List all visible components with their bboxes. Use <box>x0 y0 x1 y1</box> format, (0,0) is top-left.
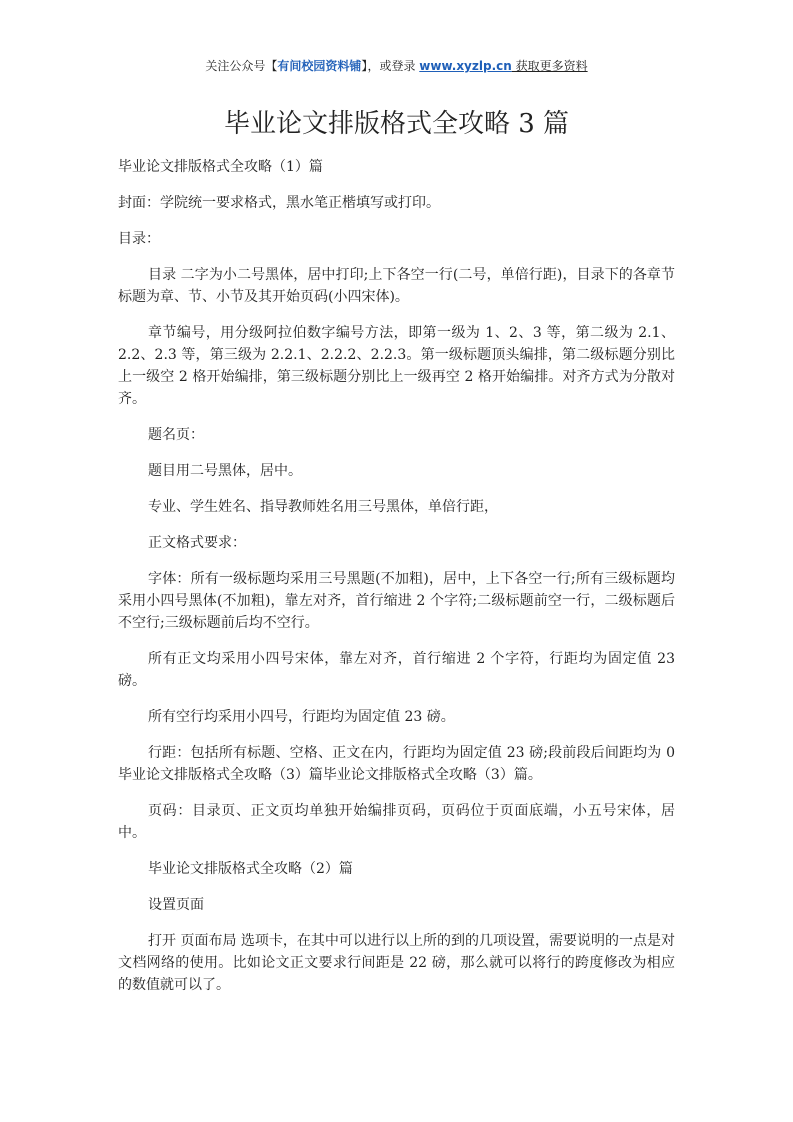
promo-brand-name: 有间校园资料铺 <box>277 59 362 73</box>
paragraph-page-numbers: 页码：目录页、正文页均单独开始编排页码，页码位于页面底端，小五号宋体，居中。 <box>118 803 675 841</box>
paragraph-body-text-rules: 所有正文均采用小四号宋体，靠左对齐，首行缩进 2 个字符，行距均为固定值 23 磅。 <box>118 651 675 689</box>
document-title: 毕业论文排版格式全攻略 3 篇 <box>223 109 570 139</box>
paragraph-page-setup: 设置页面 <box>148 897 204 913</box>
document-body <box>118 156 675 1010</box>
promo-middle-text: ，或登录 <box>367 59 420 73</box>
paragraph-layout-tab: 打开 页面布局 选项卡，在其中可以进行以上所的到的几项设置，需要说明的一点是对文档网络的使用。比如论文正文要求行间距是 22 磅，那么就可以将行的跨度修改为相应的数值就可以了。 <box>118 933 675 993</box>
paragraph-names-format: 专业、学生姓名、指导教师姓名用三号黑体，单倍行距， <box>148 499 498 515</box>
paragraph-body-label: 正文格式要求： <box>148 535 246 551</box>
paragraph-title-page-label: 题名页： <box>148 427 204 443</box>
promo-prefix: 关注公众号 <box>205 59 266 73</box>
promo-tail-text: 获取更多资料 <box>511 59 588 73</box>
paragraph-toc-format: 目录 二字为小二号黑体，居中打印;上下各空一行(二号，单倍行距)，目录下的各章节标题为章、节、小节及其开始页码(小四宋体)。 <box>118 267 675 305</box>
section-heading-2: 毕业论文排版格式全攻略（2）篇 <box>148 861 353 877</box>
section-heading-1: 毕业论文排版格式全攻略（1）篇 <box>118 159 323 175</box>
promo-bracket-open: 【 <box>265 59 278 73</box>
paragraph-title-format: 题目用二号黑体，居中。 <box>148 463 302 479</box>
paragraph-font-rules: 字体：所有一级标题均采用三号黑题(不加粗)，居中，上下各空一行;所有三级标题均采用小四号黑体(不加粗)，靠左对齐，首行缩进 2 个字符;二级标题前空一行，二级标题后不空行;三级标题前后均不空行。 <box>118 571 675 631</box>
paragraph-toc-label: 目录： <box>118 231 160 247</box>
promo-bracket-close: 】 <box>361 59 368 73</box>
website-link[interactable]: www.xyzlp.cn <box>419 59 512 73</box>
paragraph-cover: 封面：学院统一要求格式，黑水笔正楷填写或打印。 <box>118 195 440 211</box>
paragraph-blank-line-rules: 所有空行均采用小四号，行距均为固定值 23 磅。 <box>148 709 455 725</box>
paragraph-chapter-numbering: 章节编号，用分级阿拉伯数字编号方法，即第一级为 1、2、3 等，第二级为 2.1、2.2、2.3 等，第三级为 2.2.1、2.2.2、2.2.3。第一级标题顶头编排，第二级标题分别比上一级空 2 格开始编排，第三级标题分别比上一级再空 2 格开始编排。对齐方式为分散对齐。 <box>118 325 675 407</box>
promo-header <box>0 58 793 74</box>
paragraph-line-spacing: 行距：包括所有标题、空格、正文在内，行距均为固定值 23 磅;段前段后间距均为 0 毕业论文排版格式全攻略（3）篇毕业论文排版格式全攻略（3）篇。 <box>118 745 675 783</box>
